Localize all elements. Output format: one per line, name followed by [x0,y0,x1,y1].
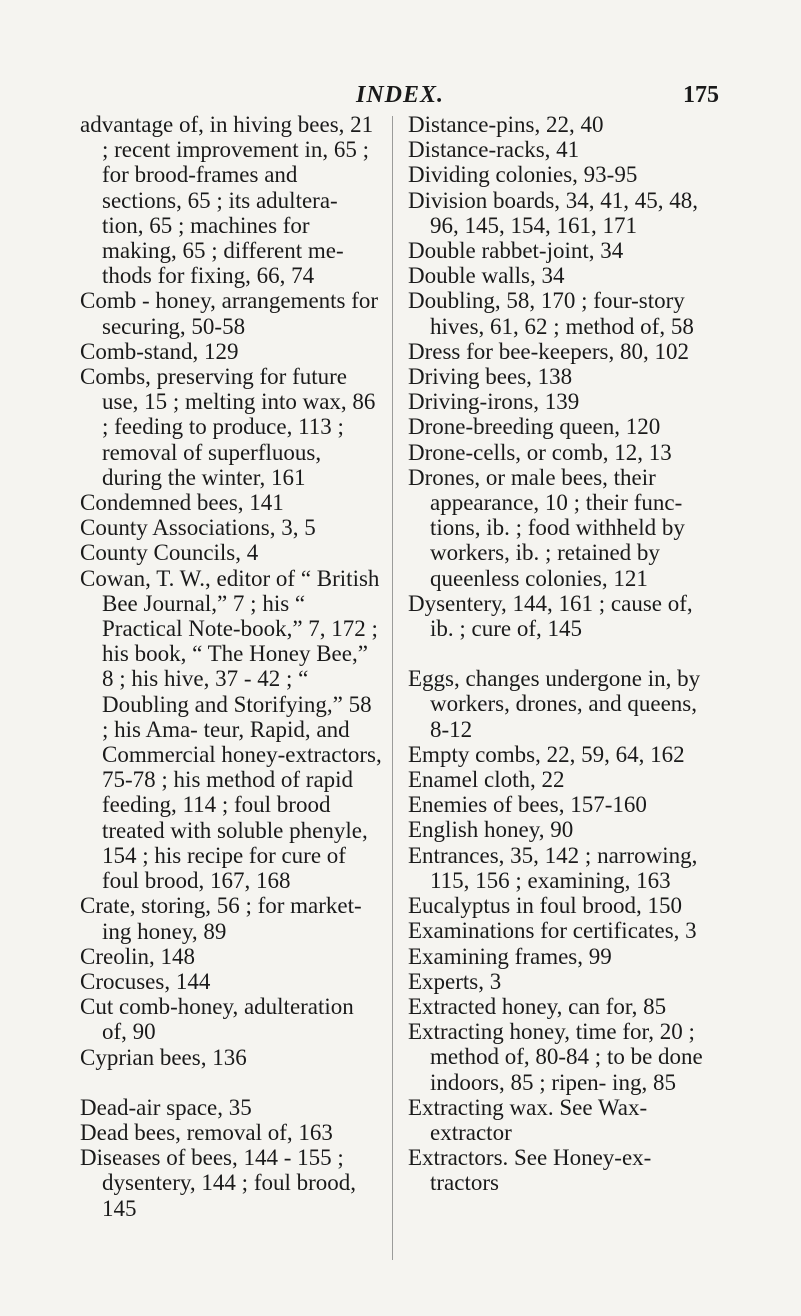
page-header [0,82,801,116]
index-entry: Extracted honey, can for, 85 [408,993,667,1019]
index-entry: Comb-stand, 129 [80,338,239,364]
page-number: 175 [683,82,719,108]
index-entry: Drones, or male bees, their appearance, 10 ; their func- tions, ib. ; food withheld by workers, ib. ; retained by queenless colonies, 121 [408,464,685,591]
index-entry: Cowan, T. W., editor of “ British Bee Journal,” 7 ; his “ Practical Note-book,” 7, 172 ; his book, “ The Honey Bee,” 8 ; his hive, 37 - 42 ; “ Doubling and Storifying,” 58 ; his Ama- teur, Rapid, and Commercial honey-extractors, 75-78 ; his method of rapid feeding, 114 ; foul brood treated with soluble phenyle, 154 ; his recipe for cure of foul brood, 167, 168 [80,565,382,894]
index-entry: Combs, preserving for future use, 15 ; melting into wax, 86 ; feeding to produce, 113 ; removal of superfluous, during the winter, 161 [80,364,376,490]
index-entry: County Councils, 4 [80,540,259,566]
column-divider [392,116,393,1260]
index-entry: Double rabbet-joint, 34 [408,238,624,264]
index-entry: advantage of, in hiving bees, 21 ; recent improvement in, 65 ; for brood-frames and sections, 65 ; its adultera- tion, 65 ; machines for making, 65 ; different me- thods for fixing, 66, 74 [80,112,374,289]
index-entry: Experts, 3 [408,968,502,994]
index-entry: Dead-air space, 35 [80,1094,252,1120]
index-entry: Cut comb-honey, adulteration of, 90 [80,994,354,1045]
index-entry: Drone-cells, or comb, 12, 13 [408,439,672,465]
index-entry: Eggs, changes undergone in, by workers, drones, and queens, 8-12 [408,666,701,742]
index-entry: Examinations for certificates, 3 [408,918,697,944]
index-entry: Driving bees, 138 [408,364,573,390]
index-entry: English honey, 90 [408,817,574,843]
index-entry: Extracting honey, time for, 20 ; method of, 80-84 ; to be done indoors, 85 ; ripen- ing, 85 [408,1019,703,1095]
right-index-column [408,112,720,1196]
index-entry: Creolin, 148 [80,943,195,969]
section-gap [408,641,720,666]
left-index-column [80,112,382,1221]
index-entry: Dysentery, 144, 161 ; cause of, ib. ; cure of, 145 [408,590,693,642]
index-entry: Entrances, 35, 142 ; narrowing, 115, 156 ; examining, 163 [408,842,698,893]
index-entry: Drone-breeding queen, 120 [408,414,661,440]
index-entry: Comb - honey, arrangements for securing, 50-58 [80,288,379,339]
index-entry: Division boards, 34, 41, 45, 48, 96, 145, 154, 161, 171 [408,187,699,238]
index-entry: Eucalyptus in foul brood, 150 [408,893,683,919]
index-entry: Enemies of bees, 157-160 [408,792,647,818]
index-entry: Examining frames, 99 [408,943,612,969]
index-entry: Dead bees, removal of, 163 [80,1119,333,1145]
index-entry: Enamel cloth, 22 [408,767,565,793]
index-entry: Crocuses, 144 [80,968,211,994]
index-entry: Extracting wax. See Wax- extractor [408,1094,648,1145]
index-entry: Cyprian bees, 136 [80,1044,247,1070]
index-entry: Diseases of bees, 144 - 155 ; dysentery, 144 ; foul brood, 145 [80,1145,357,1221]
index-entry: Crate, storing, 56 ; for market- ing honey, 89 [80,893,362,944]
page-title: INDEX. [356,82,445,108]
index-entry: Dress for bee-keepers, 80, 102 [408,338,690,364]
index-entry: Distance-racks, 41 [408,137,580,163]
section-gap [80,1070,382,1095]
index-entry: Extractors. See Honey-ex- tractors [408,1145,652,1196]
index-entry: Driving-irons, 139 [408,389,580,415]
index-entry: Condemned bees, 141 [80,490,284,516]
index-entry: Empty combs, 22, 59, 64, 162 [408,741,685,767]
index-entry: Doubling, 58, 170 ; four-story hives, 61, 62 ; method of, 58 [408,288,694,339]
index-entry: Dividing colonies, 93-95 [408,162,638,188]
index-entry: County Associations, 3, 5 [80,515,316,541]
index-entry: Distance-pins, 22, 40 [408,112,604,137]
index-entry: Double walls, 34 [408,263,565,289]
